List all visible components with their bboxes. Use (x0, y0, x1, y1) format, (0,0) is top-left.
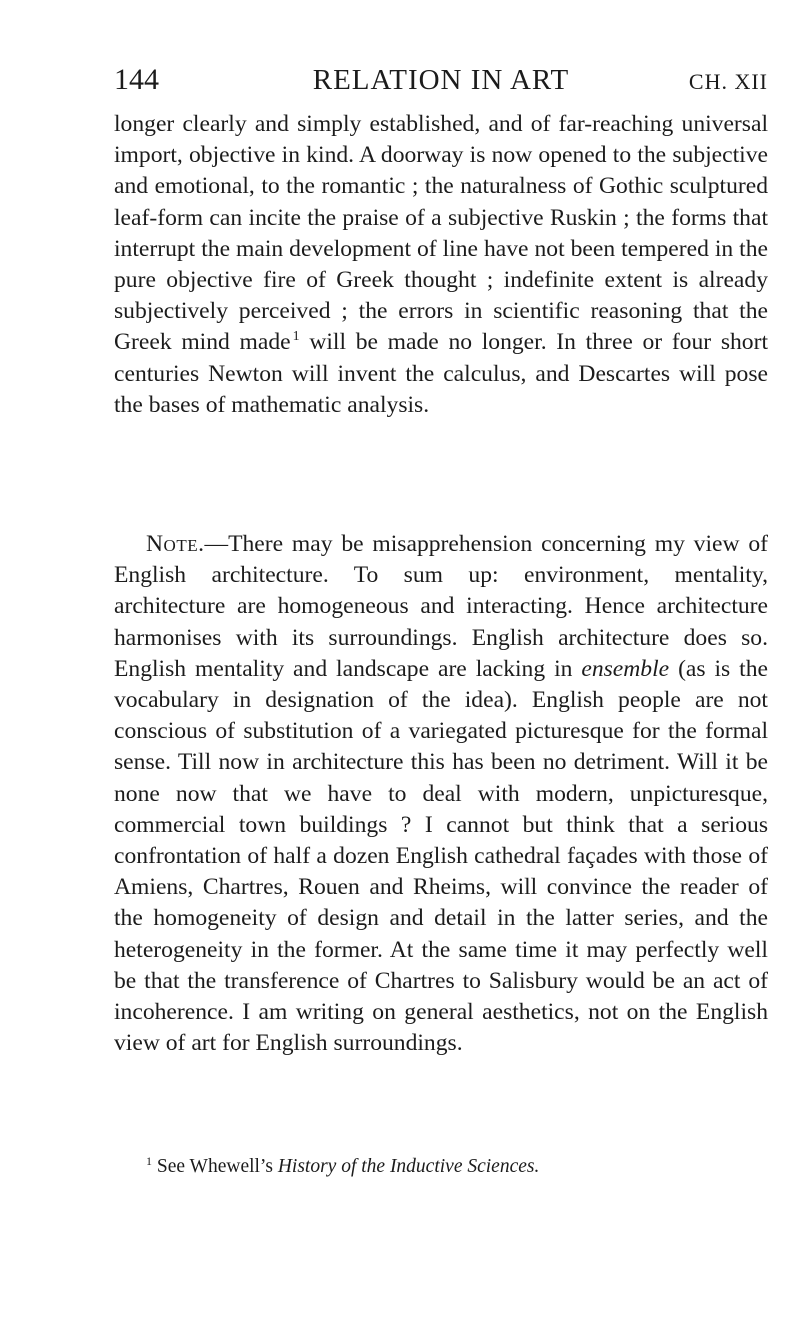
chapter-label: CH. XII (688, 69, 768, 94)
paragraph-text: longer clearly and simply established, and of far-reaching universal import, objective in kind. A doorway is now opened to the subjective and emotional, to the romantic ; the naturalness of Gothic sculptured leaf-form can incite the praise of a subjective Ruskin ; the forms that interrupt the main development of line have not been tempered in the pure objective fire of Greek thought ; indefinite extent is already subjectively perceived ; the errors in scientific reasoning that the Greek mind made (114, 111, 768, 356)
page-number: 144 (114, 63, 159, 96)
note-paragraph (114, 529, 768, 1059)
note-lead: Note. (146, 531, 205, 557)
paragraph-continuation (114, 109, 768, 421)
footnote (146, 1154, 768, 1180)
running-head (114, 62, 768, 98)
footnote-reference: 1 (292, 329, 300, 345)
footnote-marker: 1 (146, 1154, 152, 1168)
footnote-text: See Whewell’s (156, 1156, 273, 1177)
italic-term: ensemble (581, 655, 670, 682)
paragraph-text: will be made no longer. In three or four short centuries Newton will invent the calculus, and Descartes will pose the bases of mathematic analysis. (114, 329, 769, 418)
running-title: RELATION IN ART (312, 64, 570, 96)
paragraph-text: —There may be misapprehension concerning my view of English architecture. To sum up: environment, mentality, architecture are homogeneous and interacting. Hence architecture harmonises with its surroundings. English architecture does so. English mentality and landscape are lacking in (114, 531, 768, 682)
footnote-book-title: History of the Inductive Sciences. (277, 1156, 540, 1177)
paragraph-text: (as is the vocabulary in designation of the idea). English people are not conscious of substitution of a variegated picturesque for the formal sense. Till now in architecture this has been no detriment. Will it be none now that we have to deal with modern, unpicturesque, commercial town buildings ? I cannot but think that a serious confrontation of half a dozen English cathedral façades with those of Amiens, Chartres, Rouen and Rheims, will convince the reader of the homogeneity of design and detail in the latter series, and the heterogeneity in the former. At the same time it may perfectly well be that the transference of Chartres to Salisbury would be an act of incoherence. I am writing on general aesthetics, not on the English view of art for English surroundings. (114, 655, 768, 1057)
